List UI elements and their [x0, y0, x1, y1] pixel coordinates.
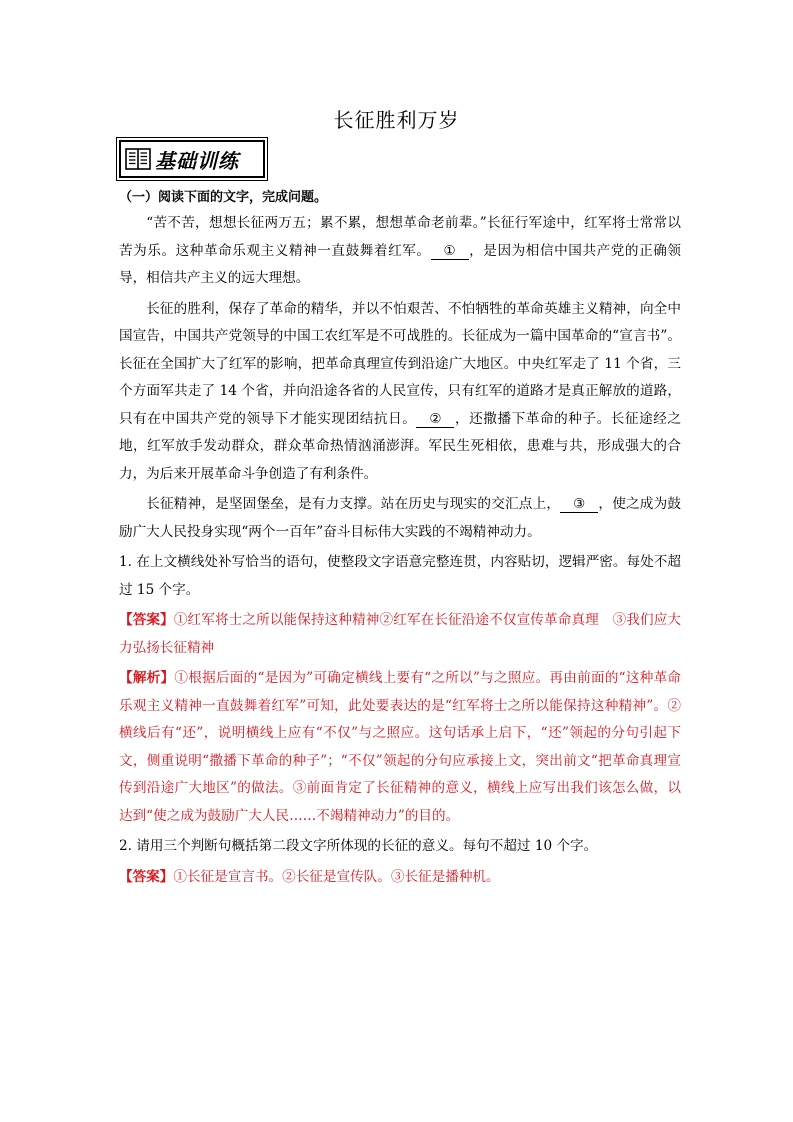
answer-2 [119, 864, 681, 892]
answer-text: ①长征是宣言书。②长征是宣传队。③长征是播种机。 [173, 868, 500, 885]
passage-text: 长征的胜利，保存了革命的精华，并以不怕艰苦、不怕牺牲的革命英雄主义精神，向全中国宣告，中国共产党领导的中国工农红军是不可战胜的。长征成为一篇中国革命的“宣言书”。长征在全国扩大了红军的影响，把革命真理宣传到沿途广大地区。中央红军走了 11 个省，三个方面军共走了 14 个省，并向沿途各省的人民宣传，只有红军的道路才是真正解放的道路，只有在中国共产党的领导下才能实现团结抗日。 [119, 300, 681, 427]
banner-label: 基础训练 [155, 148, 239, 173]
passage-paragraph-3 [119, 491, 681, 546]
answer-tag: 【答案】 [119, 612, 174, 628]
passage-text: 长征精神，是坚固堡垒，是有力支撑。站在历史与现实的交汇点上， [146, 496, 561, 512]
analysis-tag: 【解析】 [119, 670, 175, 686]
section-heading: （一）阅读下面的文字，完成问题。 [119, 190, 328, 205]
fill-blank-1: ① [431, 243, 469, 260]
answer-1 [119, 607, 681, 662]
passage-paragraph-2 [119, 296, 681, 489]
book-icon [125, 146, 151, 172]
passage-text: “苦不苦，想想长征两万五；累不累，想想革命老前辈。”长征行军途中，红军将士常常以苦为乐。这种革命乐观主义精神一直鼓舞着红军。 [119, 215, 681, 259]
document-body [119, 210, 681, 894]
page-title: 长征胜利万岁 [333, 108, 460, 132]
answer-text: ①红军将士之所以能保持这种精神②红军在长征沿途不仅宣传革命真理 ③我们应大力弘扬长征精神 [119, 612, 682, 656]
analysis-1 [119, 665, 681, 830]
passage-text: ，是因为相信中国共产党的正确领导，相信共产主义的远大理想。 [119, 242, 682, 286]
analysis-text: ①根据后面的“是因为”可确定横线上要有“之所以”与之照应。再由前面的“这种革命乐观主义精神一直鼓舞着红军”可知，此处要表达的是“红军将士之所以能保持这种精神”。②横线后有“还”，说明横线上应有“不仅”与之照应。这句话承上启下，“还”领起的分句引起下文，侧重说明“撒播下革命的种子”；“不仅”领起的分句应承接上文，突出前文“把革命真理宣传到沿途广大地区”的做法。③前面肯定了长征精神的意义，横线上应写出我们该怎么做，以达到“使之成为鼓励广大人民……不竭精神动力”的目的。 [119, 670, 682, 824]
fill-blank-3: ③ [560, 496, 598, 513]
question-2: 2. 请用三个判断句概括第二段文字所体现的长征的意义。每句不超过 10 个字。 [119, 838, 598, 854]
section-banner [119, 140, 265, 178]
passage-text: ，还撒播下革命的种子。长征途经之地，红军放手发动群众，群众革命热情汹涌澎湃。军民生死相依，患难与共，形成强大的合力，为后来开展革命斗争创造了有利条件。 [119, 410, 681, 482]
answer-tag: 【答案】 [119, 868, 174, 885]
passage-paragraph-1 [119, 210, 681, 293]
passage-text: ，使之成为鼓励广大人民投身实现“两个一百年”奋斗目标伟大实践的不竭精神动力。 [119, 496, 682, 540]
fill-blank-2: ② [416, 411, 454, 428]
question-1: 1. 在上文横线处补写恰当的语句，使整段文字语意完整连贯，内容贴切，逻辑严密。每处不超过 15 个字。 [119, 554, 681, 598]
